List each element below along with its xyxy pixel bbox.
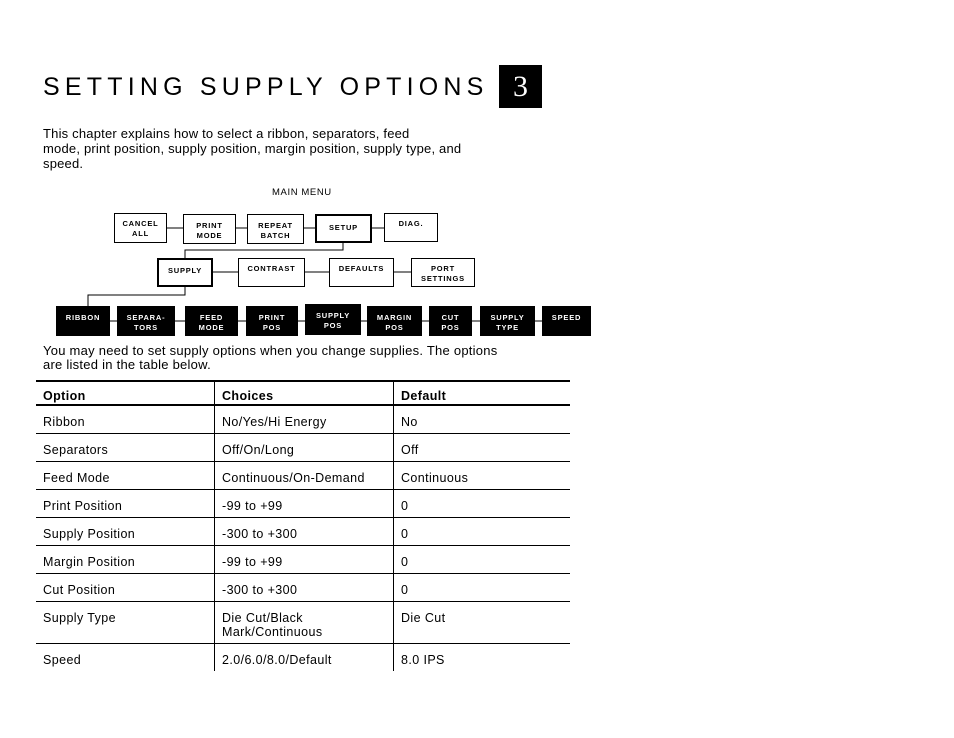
menu-supply-pos: SUPPLY POS bbox=[305, 304, 361, 335]
table-row bbox=[36, 490, 570, 518]
cell-choices: -300 to +300 bbox=[215, 574, 394, 602]
menu-separators: SEPARA- TORS bbox=[117, 306, 175, 336]
menu-port-settings: PORT SETTINGS bbox=[411, 258, 475, 287]
intro-line: This chapter explains how to select a ribbon, separators, feed bbox=[43, 126, 410, 141]
cell-option: Cut Position bbox=[36, 574, 215, 602]
header-choices: Choices bbox=[215, 381, 394, 405]
chapter-number-badge: 3 bbox=[499, 65, 542, 108]
intro-line: speed. bbox=[43, 156, 84, 171]
options-paragraph bbox=[43, 344, 573, 372]
menu-defaults: DEFAULTS bbox=[329, 258, 394, 287]
cell-option: Separators bbox=[36, 434, 215, 462]
cell-option: Supply Position bbox=[36, 518, 215, 546]
cell-choices: -300 to +300 bbox=[215, 518, 394, 546]
cell-choices: -99 to +99 bbox=[215, 490, 394, 518]
menu-cancel-all: CANCEL ALL bbox=[114, 213, 167, 243]
menu-setup: SETUP bbox=[315, 214, 372, 243]
cell-choices: Continuous/On-Demand bbox=[215, 462, 394, 490]
header-default: Default bbox=[394, 381, 571, 405]
menu-feed-mode: FEED MODE bbox=[185, 306, 238, 336]
menu-print-mode: PRINT MODE bbox=[183, 214, 236, 244]
cell-option: Margin Position bbox=[36, 546, 215, 574]
table-row bbox=[36, 405, 570, 434]
menu-supply: SUPPLY bbox=[157, 258, 213, 287]
cell-option: Print Position bbox=[36, 490, 215, 518]
cell-default: 0 bbox=[394, 518, 571, 546]
para-line: are listed in the table below. bbox=[43, 357, 211, 372]
cell-choices: Off/On/Long bbox=[215, 434, 394, 462]
table-row bbox=[36, 462, 570, 490]
cell-default: 0 bbox=[394, 574, 571, 602]
menu-repeat-batch: REPEAT BATCH bbox=[247, 214, 304, 244]
page-title: SETTING SUPPLY OPTIONS bbox=[43, 73, 489, 101]
table-row bbox=[36, 434, 570, 462]
cell-option: Ribbon bbox=[36, 405, 215, 434]
menu-diag: DIAG. bbox=[384, 213, 438, 242]
cell-default: Continuous bbox=[394, 462, 571, 490]
cell-default: 0 bbox=[394, 490, 571, 518]
cell-default: Off bbox=[394, 434, 571, 462]
table-row bbox=[36, 574, 570, 602]
table-row bbox=[36, 644, 570, 672]
para-line: You may need to set supply options when you change supplies. The options bbox=[43, 343, 498, 358]
table-row bbox=[36, 518, 570, 546]
cell-default: 0 bbox=[394, 546, 571, 574]
cell-default: Die Cut bbox=[394, 602, 571, 644]
supply-options-table bbox=[36, 380, 570, 671]
cell-default: 8.0 IPS bbox=[394, 644, 571, 672]
header-option: Option bbox=[36, 381, 215, 405]
cell-option: Feed Mode bbox=[36, 462, 215, 490]
cell-default: No bbox=[394, 405, 571, 434]
menu-cut-pos: CUT POS bbox=[429, 306, 472, 336]
menu-print-pos: PRINT POS bbox=[246, 306, 298, 336]
menu-margin-pos: MARGIN POS bbox=[367, 306, 422, 336]
table-row bbox=[36, 546, 570, 574]
cell-choices: Die Cut/Black Mark/Continuous bbox=[215, 602, 394, 644]
menu-contrast: CONTRAST bbox=[238, 258, 305, 287]
intro-line: mode, print position, supply position, margin position, supply type, and bbox=[43, 141, 462, 156]
cell-option: Supply Type bbox=[36, 602, 215, 644]
cell-choices: -99 to +99 bbox=[215, 546, 394, 574]
menu-speed: SPEED bbox=[542, 306, 591, 336]
menu-ribbon: RIBBON bbox=[56, 306, 110, 336]
table-header-row bbox=[36, 381, 570, 405]
main-menu-label: MAIN MENU bbox=[272, 187, 332, 198]
cell-choices: 2.0/6.0/8.0/Default bbox=[215, 644, 394, 672]
cell-option: Speed bbox=[43, 653, 82, 667]
table-row bbox=[36, 602, 570, 644]
cell-choices: No/Yes/Hi Energy bbox=[215, 405, 394, 434]
menu-supply-type: SUPPLY TYPE bbox=[480, 306, 535, 336]
